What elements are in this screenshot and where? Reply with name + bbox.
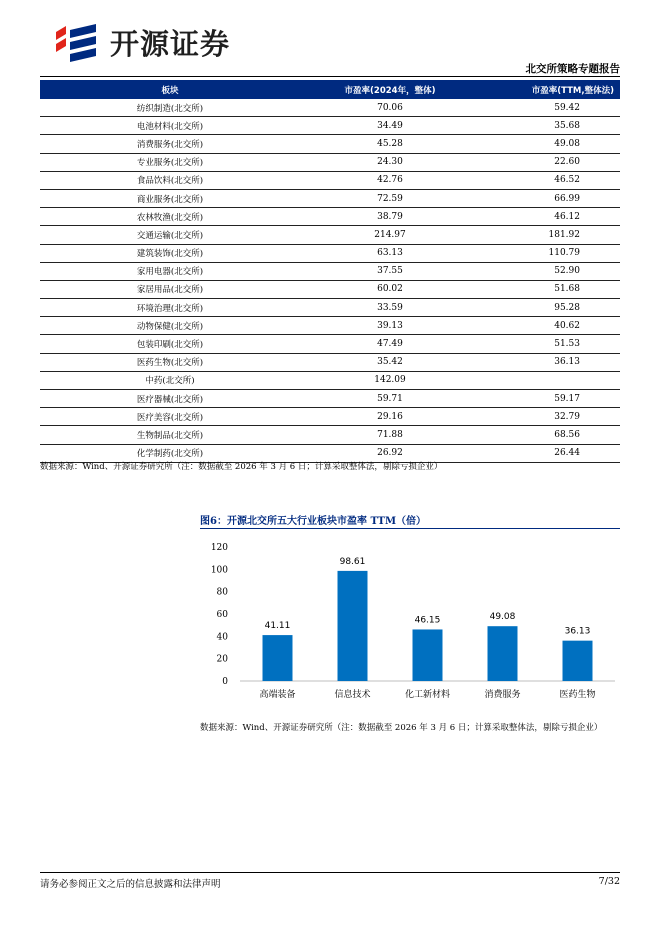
table-header-row xyxy=(40,80,620,99)
sector-cell: 医药生物(北交所) xyxy=(40,353,300,371)
sector-cell: 消费服务(北交所) xyxy=(40,135,300,153)
pe-2024-cell: 214.97 xyxy=(300,226,480,244)
table-row xyxy=(40,99,620,117)
sector-cell: 医疗器械(北交所) xyxy=(40,390,300,408)
pe-2024-cell: 60.02 xyxy=(300,280,480,298)
report-title: 北交所策略专题报告 xyxy=(525,63,620,75)
pe-ttm-cell: 51.53 xyxy=(480,335,620,353)
pe-2024-cell: 39.13 xyxy=(300,317,480,335)
bar-data-label: 41.11 xyxy=(264,621,291,632)
x-category-label: 消费服务 xyxy=(484,690,521,700)
pe-2024-cell: 35.42 xyxy=(300,353,480,371)
header-divider xyxy=(40,76,620,77)
pe-2024-cell: 33.59 xyxy=(300,299,480,317)
table-row xyxy=(40,262,620,280)
table-row xyxy=(40,153,620,171)
brand-logo xyxy=(52,20,230,64)
sector-cell: 家用电器(北交所) xyxy=(40,262,300,280)
bar xyxy=(413,629,443,681)
footer-disclaimer: 请务必参阅正文之后的信息披露和法律声明 xyxy=(40,879,221,890)
bar-data-label: 49.08 xyxy=(489,612,516,623)
sector-cell: 动物保健(北交所) xyxy=(40,317,300,335)
bar-data-label: 98.61 xyxy=(339,556,366,567)
pe-ttm-cell: 181.92 xyxy=(480,226,620,244)
sector-cell: 包装印刷(北交所) xyxy=(40,335,300,353)
pe-ttm-cell: 59.17 xyxy=(480,390,620,408)
pe-2024-cell: 70.06 xyxy=(300,99,480,117)
pe-ttm-cell: 59.42 xyxy=(480,99,620,117)
pe-ttm-cell: 68.56 xyxy=(480,426,620,444)
pe-ttm-cell: 40.62 xyxy=(480,317,620,335)
y-tick-label: 0 xyxy=(222,677,228,687)
pe-ttm-cell: 46.12 xyxy=(480,208,620,226)
pe-ttm-cell: 52.90 xyxy=(480,262,620,280)
sector-cell: 生物制品(北交所) xyxy=(40,426,300,444)
bar xyxy=(563,641,593,681)
table-row xyxy=(40,171,620,189)
column-header-pe-2024: 市盈率(2024年，整体) xyxy=(300,80,480,99)
pe-ttm-cell xyxy=(480,371,620,389)
pe-2024-cell: 29.16 xyxy=(300,408,480,426)
table-row xyxy=(40,189,620,207)
pe-ttm-cell: 51.68 xyxy=(480,280,620,298)
column-header-sector: 板块 xyxy=(40,80,300,99)
pe-ttm-cell: 46.52 xyxy=(480,171,620,189)
table-row xyxy=(40,353,620,371)
pe-2024-cell: 47.49 xyxy=(300,335,480,353)
footer-divider xyxy=(40,872,620,873)
x-category-label: 化工新材料 xyxy=(404,690,451,700)
y-tick-label: 60 xyxy=(216,610,228,620)
page-number: 7/32 xyxy=(598,876,620,887)
y-tick-label: 100 xyxy=(210,565,228,576)
y-tick-label: 40 xyxy=(216,632,228,643)
pe-2024-cell: 71.88 xyxy=(300,426,480,444)
table-row xyxy=(40,335,620,353)
figure-title-divider xyxy=(200,528,620,529)
y-tick-label: 80 xyxy=(216,587,228,598)
sector-cell: 农林牧渔(北交所) xyxy=(40,208,300,226)
pe-2024-cell: 59.71 xyxy=(300,390,480,408)
table-body xyxy=(40,99,620,462)
pe-2024-cell: 142.09 xyxy=(300,371,480,389)
pe-ttm-cell: 95.28 xyxy=(480,299,620,317)
bar xyxy=(488,626,518,681)
sector-cell: 电池材料(北交所) xyxy=(40,117,300,135)
pe-ttm-bar-chart xyxy=(200,535,620,705)
pe-ttm-cell: 22.60 xyxy=(480,153,620,171)
x-category-label: 信息技术 xyxy=(334,690,371,700)
table-row xyxy=(40,244,620,262)
x-category-label: 高端装备 xyxy=(259,690,296,700)
pe-2024-cell: 38.79 xyxy=(300,208,480,226)
bar xyxy=(263,635,293,681)
sector-cell: 建筑装饰(北交所) xyxy=(40,244,300,262)
table-row xyxy=(40,390,620,408)
brand-name: 开源证券 xyxy=(110,26,231,61)
figure-title: 图6：开源北交所五大行业板块市盈率 TTM（倍） xyxy=(200,516,427,527)
pe-ttm-cell: 36.13 xyxy=(480,353,620,371)
sector-cell: 中药(北交所) xyxy=(40,371,300,389)
table-row xyxy=(40,280,620,298)
pe-2024-cell: 37.55 xyxy=(300,262,480,280)
sector-cell: 医疗美容(北交所) xyxy=(40,408,300,426)
table-row xyxy=(40,208,620,226)
table-row xyxy=(40,299,620,317)
figure-source-note: 数据来源：Wind、开源证券研究所（注：数据截至 2026 年 3 月 6 日；计算采取整体法，剔除亏损企业） xyxy=(200,723,603,733)
pe-2024-cell: 42.76 xyxy=(300,171,480,189)
bar-data-label: 46.15 xyxy=(414,615,441,626)
table-row xyxy=(40,317,620,335)
x-category-label: 医药生物 xyxy=(559,690,596,700)
table-row xyxy=(40,371,620,389)
kaiyuan-logo-icon xyxy=(52,22,100,62)
pe-2024-cell: 24.30 xyxy=(300,153,480,171)
pe-2024-cell: 34.49 xyxy=(300,117,480,135)
sector-cell: 纺织制造(北交所) xyxy=(40,99,300,117)
pe-ttm-cell: 49.08 xyxy=(480,135,620,153)
pe-ttm-cell: 110.79 xyxy=(480,244,620,262)
pe-ttm-cell: 35.68 xyxy=(480,117,620,135)
column-header-pe-ttm: 市盈率(TTM,整体法) xyxy=(480,80,620,99)
sector-cell: 家居用品(北交所) xyxy=(40,280,300,298)
y-tick-label: 120 xyxy=(210,543,228,553)
sector-cell: 化学制药(北交所) xyxy=(40,444,300,462)
sector-cell: 交通运输(北交所) xyxy=(40,226,300,244)
sector-cell: 环境治理(北交所) xyxy=(40,299,300,317)
pe-ttm-cell: 26.44 xyxy=(480,444,620,462)
pe-table xyxy=(40,80,620,463)
table-row xyxy=(40,135,620,153)
pe-2024-cell: 63.13 xyxy=(300,244,480,262)
sector-cell: 商业服务(北交所) xyxy=(40,189,300,207)
table-row xyxy=(40,117,620,135)
pe-2024-cell: 26.92 xyxy=(300,444,480,462)
sector-cell: 专业服务(北交所) xyxy=(40,153,300,171)
y-tick-label: 20 xyxy=(216,654,228,665)
table-row xyxy=(40,426,620,444)
pe-ttm-cell: 66.99 xyxy=(480,189,620,207)
table-row xyxy=(40,408,620,426)
table-source-note: 数据来源：Wind、开源证券研究所（注：数据截至 2026 年 3 月 6 日；计算采取整体法，剔除亏损企业） xyxy=(40,462,443,472)
bar xyxy=(338,571,368,681)
table-row xyxy=(40,226,620,244)
bar-data-label: 36.13 xyxy=(564,626,591,637)
pe-2024-cell: 45.28 xyxy=(300,135,480,153)
pe-ttm-cell: 32.79 xyxy=(480,408,620,426)
sector-cell: 食品饮料(北交所) xyxy=(40,171,300,189)
pe-2024-cell: 72.59 xyxy=(300,189,480,207)
